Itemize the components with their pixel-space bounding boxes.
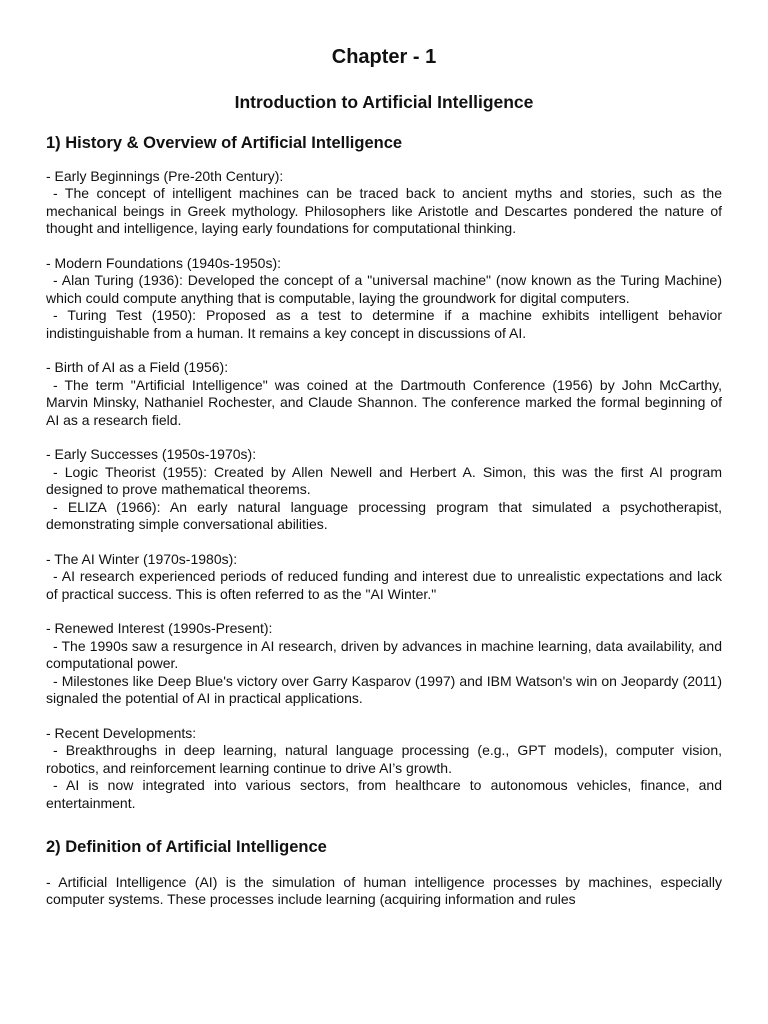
document-title: Introduction to Artificial Intelligence bbox=[234, 92, 534, 112]
block-item: - Alan Turing (1936): Developed the concept of a "universal machine" (now known as the Turing Machine) which could compute anything that is computable, laying the groundwork for digital computers. bbox=[46, 272, 722, 306]
history-block-modern-foundations bbox=[46, 255, 722, 342]
block-heading: - The AI Winter (1970s-1980s): bbox=[46, 550, 238, 567]
block-item: - AI is now integrated into various sectors, from healthcare to autonomous vehicles, finance, and entertainment. bbox=[46, 777, 722, 811]
block-item: - Breakthroughs in deep learning, natural language processing (e.g., GPT models), computer vision, robotics, and reinforcement learning continue to drive AI’s growth. bbox=[46, 742, 722, 776]
chapter-heading: Chapter - 1 bbox=[331, 46, 437, 68]
block-heading: - Early Beginnings (Pre-20th Century): bbox=[46, 168, 284, 184]
block-item: - The term "Artificial Intelligence" was coined at the Dartmouth Conference (1956) by John McCarthy, Marvin Minsky, Nathaniel Rochester, and Claude Shannon. The conference marked the formal beginning of AI as a research field. bbox=[46, 376, 722, 428]
block-heading: - Modern Foundations (1940s-1950s): bbox=[46, 255, 282, 272]
history-block-early-successes bbox=[46, 446, 722, 533]
block-item: - Turing Test (1950): Proposed as a test to determine if a machine exhibits intelligent behavior indistinguishable from a human. It remains a key concept in discussions of AI. bbox=[46, 307, 722, 341]
document-page bbox=[46, 44, 722, 926]
block-heading: - Recent Developments: bbox=[46, 724, 197, 741]
definition-block bbox=[46, 874, 722, 909]
history-block-early-beginnings bbox=[46, 168, 722, 238]
history-block-birth-of-ai bbox=[46, 359, 722, 429]
history-block-recent-developments bbox=[46, 725, 722, 812]
block-heading: - Birth of AI as a Field (1956): bbox=[46, 359, 229, 376]
block-heading: - Early Successes (1950s-1970s): bbox=[46, 446, 257, 463]
history-block-ai-winter bbox=[46, 551, 722, 603]
block-item: - The concept of intelligent machines can be traced back to ancient myths and stories, such as the mechanical beings in Greek mythology. Philosophers like Aristotle and Descartes pondered the nature of thought and intelligence, laying early foundations for computational thinking. bbox=[46, 185, 722, 237]
block-heading: - Renewed Interest (1990s-Present): bbox=[46, 620, 273, 637]
block-item: - Milestones like Deep Blue's victory over Garry Kasparov (1997) and IBM Watson's win on Jeopardy (2011) signaled the potential of AI in practical applications. bbox=[46, 672, 722, 707]
section-heading-definition: 2) Definition of Artificial Intelligence bbox=[46, 837, 327, 856]
section-heading-history: 1) History & Overview of Artificial Intelligence bbox=[46, 134, 403, 152]
block-item: - AI research experienced periods of reduced funding and interest due to unrealistic expectations and lack of practical success. This is often referred to as the "AI Winter." bbox=[46, 568, 722, 602]
block-item: - The 1990s saw a resurgence in AI research, driven by advances in machine learning, data availability, and computational power. bbox=[46, 637, 722, 672]
definition-text: - Artificial Intelligence (AI) is the simulation of human intelligence processes by machines, especially computer systems. These processes include learning (acquiring information and rules bbox=[46, 873, 722, 908]
block-item: - Logic Theorist (1955): Created by Allen Newell and Herbert A. Simon, this was the first AI program designed to prove mathematical theorems. bbox=[46, 463, 722, 498]
history-block-renewed-interest bbox=[46, 620, 722, 707]
block-item: - ELIZA (1966): An early natural language processing program that simulated a psychotherapist, demonstrating simple conversational abilities. bbox=[46, 498, 722, 533]
